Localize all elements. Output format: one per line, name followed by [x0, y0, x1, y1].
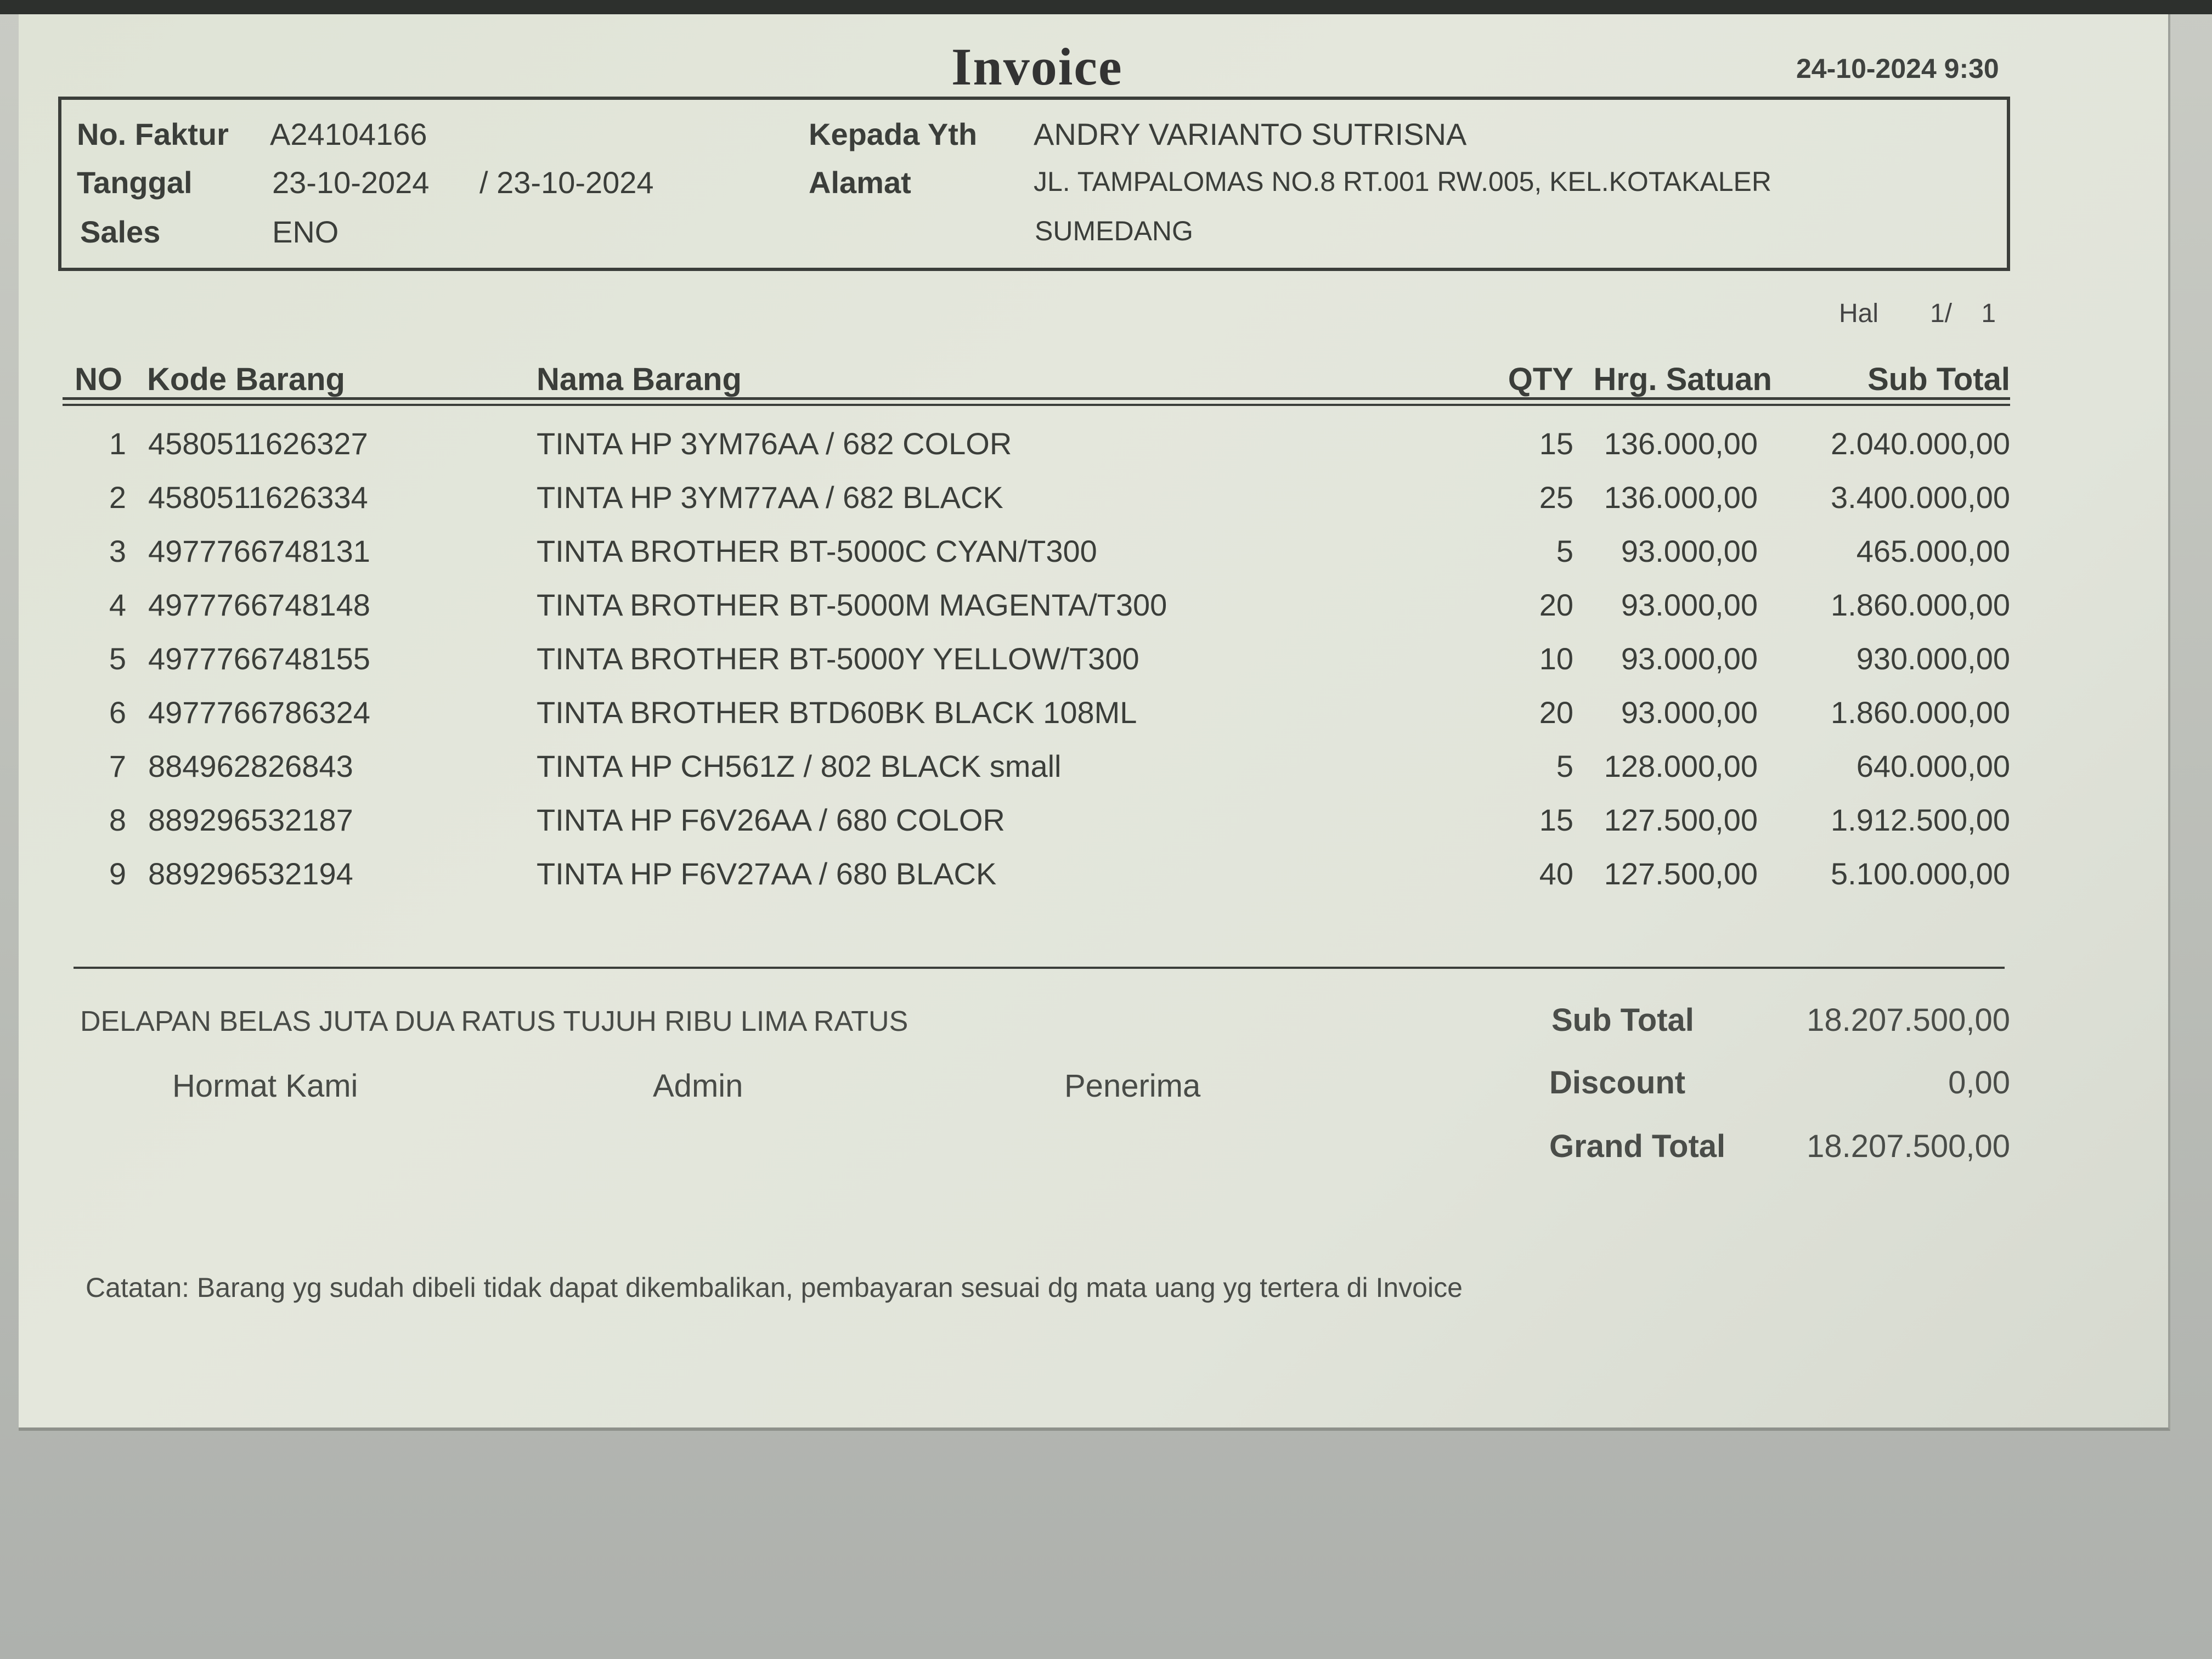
header-rule: [63, 397, 2010, 400]
subtotal-label: Sub Total: [1551, 1002, 1694, 1038]
column-kode-barang: Kode Barang: [147, 362, 345, 397]
item-nama: TINTA HP 3YM77AA / 682 BLACK: [537, 480, 1003, 515]
item-kode: 4977766748155: [148, 641, 370, 676]
table-row: [19, 802, 2168, 851]
grandtotal-value: 18.207.500,00: [1807, 1128, 2010, 1164]
table-row: [19, 587, 2168, 636]
item-subtotal: 2.040.000,00: [1831, 426, 2010, 461]
item-qty: 10: [1539, 641, 1573, 676]
signature-admin: Admin: [653, 1068, 743, 1104]
item-subtotal: 1.912.500,00: [1831, 803, 2010, 837]
item-nama: TINTA HP F6V27AA / 680 BLACK: [537, 856, 997, 891]
item-harga: 136.000,00: [1604, 480, 1758, 515]
item-qty: 5: [1556, 749, 1573, 783]
item-qty: 15: [1539, 426, 1573, 461]
item-qty: 40: [1539, 856, 1573, 891]
alamat-line-2: SUMEDANG: [1035, 216, 1193, 246]
print-datetime: 24-10-2024 9:30: [1796, 53, 1999, 84]
item-qty: 15: [1539, 803, 1573, 837]
item-nama: TINTA BROTHER BTD60BK BLACK 108ML: [537, 695, 1137, 730]
invoice-title: Invoice: [951, 37, 1123, 96]
item-qty: 20: [1539, 695, 1573, 730]
item-harga: 127.500,00: [1604, 803, 1758, 837]
item-harga: 127.500,00: [1604, 856, 1758, 891]
item-kode: 4977766748148: [148, 588, 370, 622]
item-qty: 20: [1539, 588, 1573, 622]
item-no: 5: [109, 641, 126, 676]
item-harga: 93.000,00: [1621, 641, 1758, 676]
item-kode: 889296532194: [148, 856, 353, 891]
signature-hormat-kami: Hormat Kami: [172, 1068, 358, 1104]
column-qty: QTY: [1508, 362, 1573, 397]
item-no: 8: [109, 803, 126, 837]
item-nama: TINTA BROTHER BT-5000C CYAN/T300: [537, 534, 1097, 568]
header-rule-double: [63, 404, 2010, 406]
item-kode: 4580511626334: [148, 480, 368, 515]
column-nama-barang: Nama Barang: [537, 362, 742, 397]
tanggal-label: Tanggal: [77, 165, 193, 200]
monitor-bezel-top: [0, 0, 2212, 14]
item-no: 1: [109, 426, 126, 461]
column-no: NO: [75, 362, 122, 397]
item-no: 2: [109, 480, 126, 515]
item-nama: TINTA BROTHER BT-5000Y YELLOW/T300: [537, 641, 1139, 676]
item-harga: 93.000,00: [1621, 695, 1758, 730]
item-kode: 4977766748131: [148, 534, 370, 568]
item-kode: 889296532187: [148, 803, 353, 837]
item-harga: 93.000,00: [1621, 534, 1758, 568]
item-no: 4: [109, 588, 126, 622]
alamat-line-1: JL. TAMPALOMAS NO.8 RT.001 RW.005, KEL.KOTAKALER: [1034, 166, 1771, 197]
item-nama: TINTA HP F6V26AA / 680 COLOR: [537, 803, 1005, 837]
faktur-label: No. Faktur: [77, 117, 229, 151]
column-sub-total: Sub Total: [1867, 362, 2010, 397]
discount-label: Discount: [1549, 1065, 1686, 1101]
faktur-value: A24104166: [270, 117, 427, 151]
discount-value: 0,00: [1948, 1065, 2010, 1101]
column-harga-satuan: Hrg. Satuan: [1593, 362, 1772, 397]
item-nama: TINTA BROTHER BT-5000M MAGENTA/T300: [537, 588, 1167, 622]
item-subtotal: 465.000,00: [1856, 534, 2010, 568]
item-harga: 128.000,00: [1604, 749, 1758, 783]
item-subtotal: 1.860.000,00: [1831, 588, 2010, 622]
tanggal-value: 23-10-2024: [272, 165, 430, 200]
alamat-label: Alamat: [809, 165, 911, 200]
item-no: 9: [109, 856, 126, 891]
item-subtotal: 930.000,00: [1856, 641, 2010, 676]
invoice-note: Catatan: Barang yg sudah dibeli tidak dapat dikembalikan, pembayaran sesuai dg mata uang yg tertera di Invoice: [86, 1272, 1463, 1303]
item-harga: 136.000,00: [1604, 426, 1758, 461]
item-harga: 93.000,00: [1621, 588, 1758, 622]
sales-label: Sales: [80, 215, 161, 249]
item-qty: 5: [1556, 534, 1573, 568]
table-row: [19, 695, 2168, 744]
kepada-label: Kepada Yth: [809, 117, 978, 151]
table-row: [19, 426, 2168, 475]
item-subtotal: 3.400.000,00: [1831, 480, 2010, 515]
table-row: [19, 748, 2168, 798]
item-kode: 4580511626327: [148, 426, 368, 461]
table-row: [19, 641, 2168, 690]
hal-label: Hal: [1839, 299, 1879, 328]
item-subtotal: 640.000,00: [1856, 749, 2010, 783]
table-row: [19, 856, 2168, 905]
item-nama: TINTA HP CH561Z / 802 BLACK small: [537, 749, 1062, 783]
hal-value: 1/ 1: [1930, 299, 1996, 328]
item-subtotal: 5.100.000,00: [1831, 856, 2010, 891]
item-nama: TINTA HP 3YM76AA / 682 COLOR: [537, 426, 1012, 461]
item-qty: 25: [1539, 480, 1573, 515]
item-kode: 4977766786324: [148, 695, 370, 730]
table-row: [19, 479, 2168, 529]
kepada-value: ANDRY VARIANTO SUTRISNA: [1034, 117, 1467, 151]
item-kode: 884962826843: [148, 749, 353, 783]
item-no: 6: [109, 695, 126, 730]
invoice-document: [19, 14, 2170, 1431]
footer-rule: [74, 967, 2005, 969]
tanggal-value-2: / 23-10-2024: [479, 165, 654, 200]
signature-penerima: Penerima: [1064, 1068, 1201, 1104]
item-subtotal: 1.860.000,00: [1831, 695, 2010, 730]
table-row: [19, 533, 2168, 583]
subtotal-value: 18.207.500,00: [1807, 1002, 2010, 1038]
item-no: 3: [109, 534, 126, 568]
item-no: 7: [109, 749, 126, 783]
sales-value: ENO: [272, 215, 339, 249]
amount-in-words: DELAPAN BELAS JUTA DUA RATUS TUJUH RIBU LIMA RATUS: [80, 1006, 909, 1037]
grandtotal-label: Grand Total: [1549, 1128, 1726, 1164]
